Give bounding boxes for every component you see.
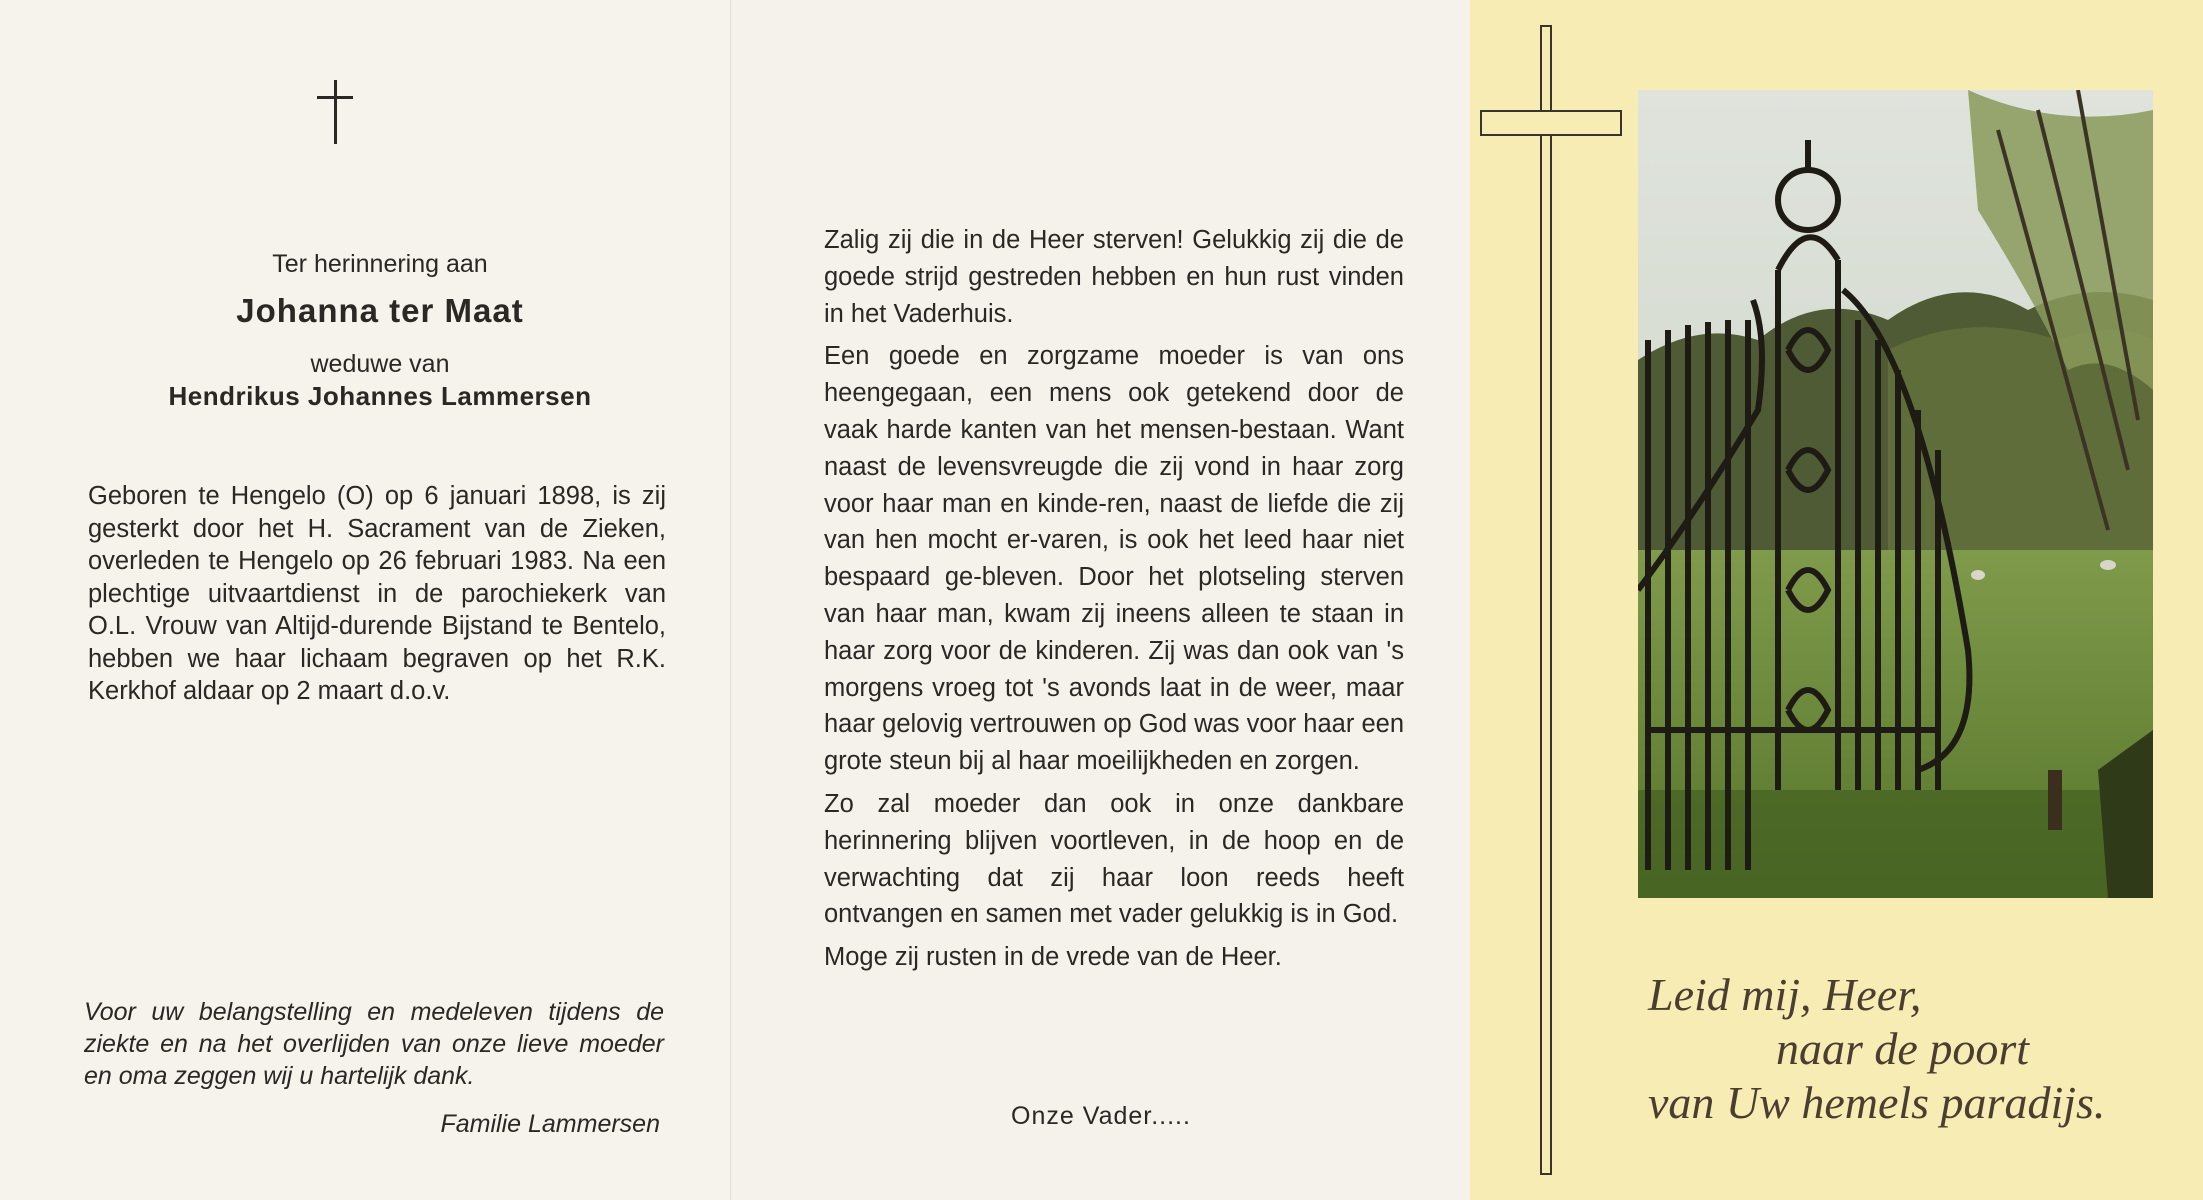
husband-name: Hendrikus Johannes Lammersen: [168, 381, 592, 411]
closing-prayer: Onze Vader.....: [1011, 1102, 1191, 1130]
memorial-text: [824, 222, 1404, 982]
family-signature: Familie Lammersen: [440, 1110, 660, 1138]
verse: [1648, 968, 2105, 1130]
paragraph: Moge zij rusten in de vrede van de Heer.: [824, 943, 1282, 972]
paragraph: Een goede en zorgzame moeder is van ons heengegaan, een mens ook getekend door de vaak harde kanten van het mensen-bestaan. Want naast de levensvreugde die zij vond in haar zorg voor haar man en kinde-ren, naast de liefde die zij van hen mocht er-varen, is ook het leed haar niet bespaard ge-bleven. Door het plotseling sterven van haar man, kwam zij ineens alleen te staan in haar zorg voor de kinderen. Zij was dan ook van 's morgens vroeg tot 's avonds laat in de weer, maar haar gelovig vertrouwen op God was voor haar een grote steun bij al haar moeilijkheden en zorgen.: [824, 342, 1404, 776]
biography: Geboren te Hengelo (O) op 6 januari 1898, is zij gesterkt door het H. Sacrament van de Zieken, overleden te Hengelo op 26 februari 1983. Na een plechtige uitvaartdienst in de parochiekerk van O.L. Vrouw van Altijd-durende Bijstand te Bentelo, hebben we haar lichaam begraven op het R.K. Kerkhof aldaar op 2 maart d.o.v.: [88, 482, 666, 705]
thanks-text: Voor uw belangstelling en medeleven tijdens de ziekte en na het overlijden van onze lieve moeder en oma zeggen wij u hartelijk dank.: [84, 998, 664, 1090]
middle-panel: [730, 0, 1470, 1200]
widow-of-text: weduwe van: [310, 350, 450, 378]
large-cross-icon: [1540, 25, 1552, 1175]
right-panel: [1470, 0, 2203, 1200]
paragraph: Zo zal moeder dan ook in onze dankbare herinnering blijven voortleven, in de hoop en de verwachting dat zij haar loon reeds heeft ontvangen en samen met vader gelukkig is in God.: [824, 789, 1404, 929]
verse-line: Leid mij, Heer,: [1648, 969, 1922, 1020]
verse-line: van Uw hemels paradijs.: [1648, 1077, 2106, 1128]
intro-text: Ter herinnering aan: [272, 250, 488, 278]
gate-photo: [1638, 90, 2153, 898]
large-cross-arm: [1480, 110, 1622, 136]
verse-line: naar de poort: [1776, 1023, 2029, 1074]
left-panel: [0, 0, 730, 1200]
deceased-name: Johanna ter Maat: [236, 292, 524, 329]
paragraph: Zalig zij die in de Heer sterven! Gelukkig zij die de goede strijd gestreden hebben en hun rust vinden in het Vaderhuis.: [824, 226, 1404, 328]
cross-icon: [315, 80, 355, 150]
